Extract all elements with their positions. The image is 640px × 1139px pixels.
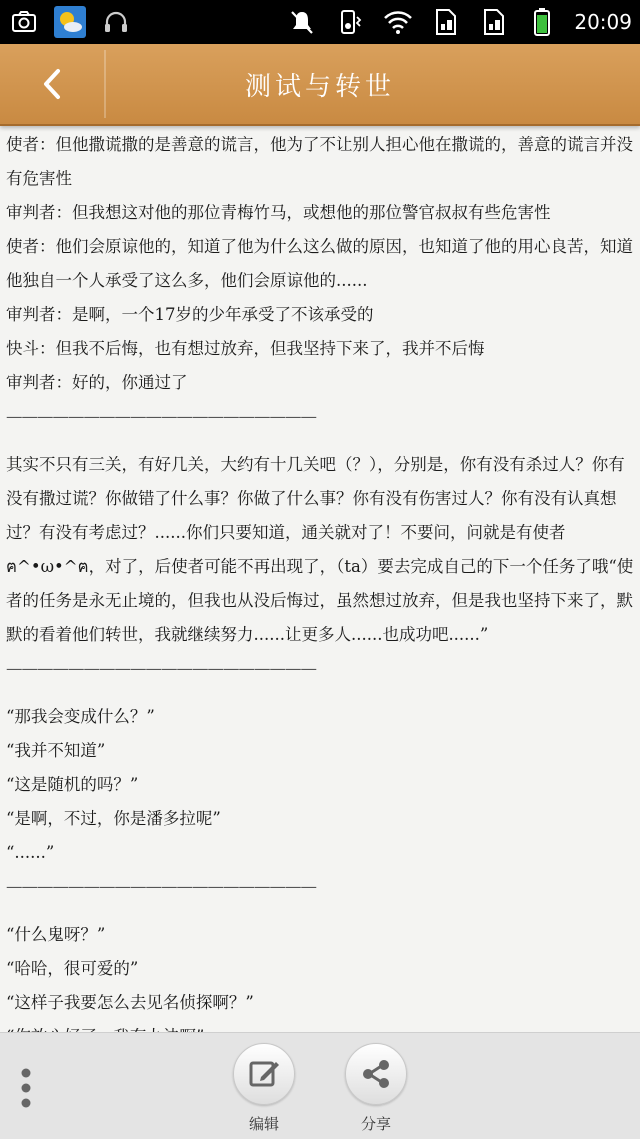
spacer — [6, 904, 634, 918]
article-content[interactable] — [0, 124, 640, 1032]
screenshot-icon — [8, 6, 40, 38]
share-icon — [359, 1057, 393, 1091]
status-bar — [0, 0, 640, 44]
headphones-icon — [100, 6, 132, 38]
content-line: 其实不只有三关，有好几关，大约有十几关吧（？），分别是，你有没有杀过人？你有没有撒过谎？你做错了什么事？你做了什么事？你有没有伤害过人？你有没有认真想过？有没有考虑过？......你们只要知道，通关就对了！不要问，问就是有使者ฅ^•ω•^ฅ，对了，后使者可能不再出现了，（ta）要去完成自己的下一个任务了哦“使者的任务是永无止境的，但我也从没后悔过，虽然想过放弃，但是我也坚持下来了，默默的看着他们转世，我就继续努力......让更多人......也成功吧......” — [6, 455, 634, 644]
share-button-circle[interactable] — [345, 1043, 407, 1105]
back-button[interactable] — [0, 44, 104, 124]
section-divider: ———————————————————— — [6, 407, 316, 426]
vibrate-icon — [334, 6, 366, 38]
header-divider — [104, 50, 106, 118]
content-line: “这是随机的吗？” — [6, 775, 139, 794]
share-label: 分享 — [360, 1115, 391, 1133]
content-line: “我并不知道” — [6, 741, 106, 760]
edit-label: 编辑 — [248, 1115, 279, 1133]
edit-button[interactable] — [229, 1043, 299, 1134]
share-button[interactable] — [341, 1043, 411, 1134]
content-line: 审判者：是啊，一个17岁的少年承受了不该承受的 — [6, 305, 374, 324]
section-divider: ———————————————————— — [6, 659, 316, 678]
mute-icon — [286, 6, 318, 38]
status-time: 20:09 — [574, 10, 632, 34]
header-bar — [0, 44, 640, 126]
bottom-toolbar — [0, 1032, 640, 1139]
sim2-signal-icon — [478, 6, 510, 38]
section-divider: ———————————————————— — [6, 877, 316, 896]
wifi-icon — [382, 6, 414, 38]
battery-icon — [526, 6, 558, 38]
content-line: “哈哈，很可爱的” — [6, 959, 139, 978]
content-line: “是啊，不过，你是潘多拉呢” — [6, 809, 221, 828]
spacer — [6, 686, 634, 700]
content-line: 使者：但他撒谎撒的是善意的谎言，他为了不让别人担心他在撒谎的，善意的谎言并没有危害性 — [6, 135, 633, 188]
content-line: 审判者：但我想这对他的那位青梅竹马，或想他的那位警官叔叔有些危害性 — [6, 203, 551, 222]
more-vertical-icon — [14, 1067, 38, 1111]
weather-icon — [54, 6, 86, 38]
content-line: 使者：他们会原谅他的，知道了他为什么这么做的原因，也知道了他的用心良苦，知道他独自一个人承受了这么多，他们会原谅他的...... — [6, 237, 633, 290]
content-line: 快斗：但我不后悔，也有想过放弃，但我坚持下来了，我并不后悔 — [6, 339, 485, 358]
chevron-left-icon — [41, 68, 63, 100]
content-line: “这样子我要怎么去见名侦探啊？” — [6, 993, 254, 1012]
page-title: 测试与转世 — [244, 71, 395, 102]
spacer — [6, 434, 634, 448]
content-line: “那我会变成什么？” — [6, 707, 155, 726]
sim1-signal-icon — [430, 6, 462, 38]
edit-button-circle[interactable] — [233, 1043, 295, 1105]
content-line: “什么鬼呀？” — [6, 925, 106, 944]
content-line: “......” — [6, 843, 55, 862]
more-menu-button[interactable] — [14, 1067, 38, 1111]
content-line: 审判者：好的，你通过了 — [6, 373, 188, 392]
edit-icon — [247, 1057, 281, 1091]
